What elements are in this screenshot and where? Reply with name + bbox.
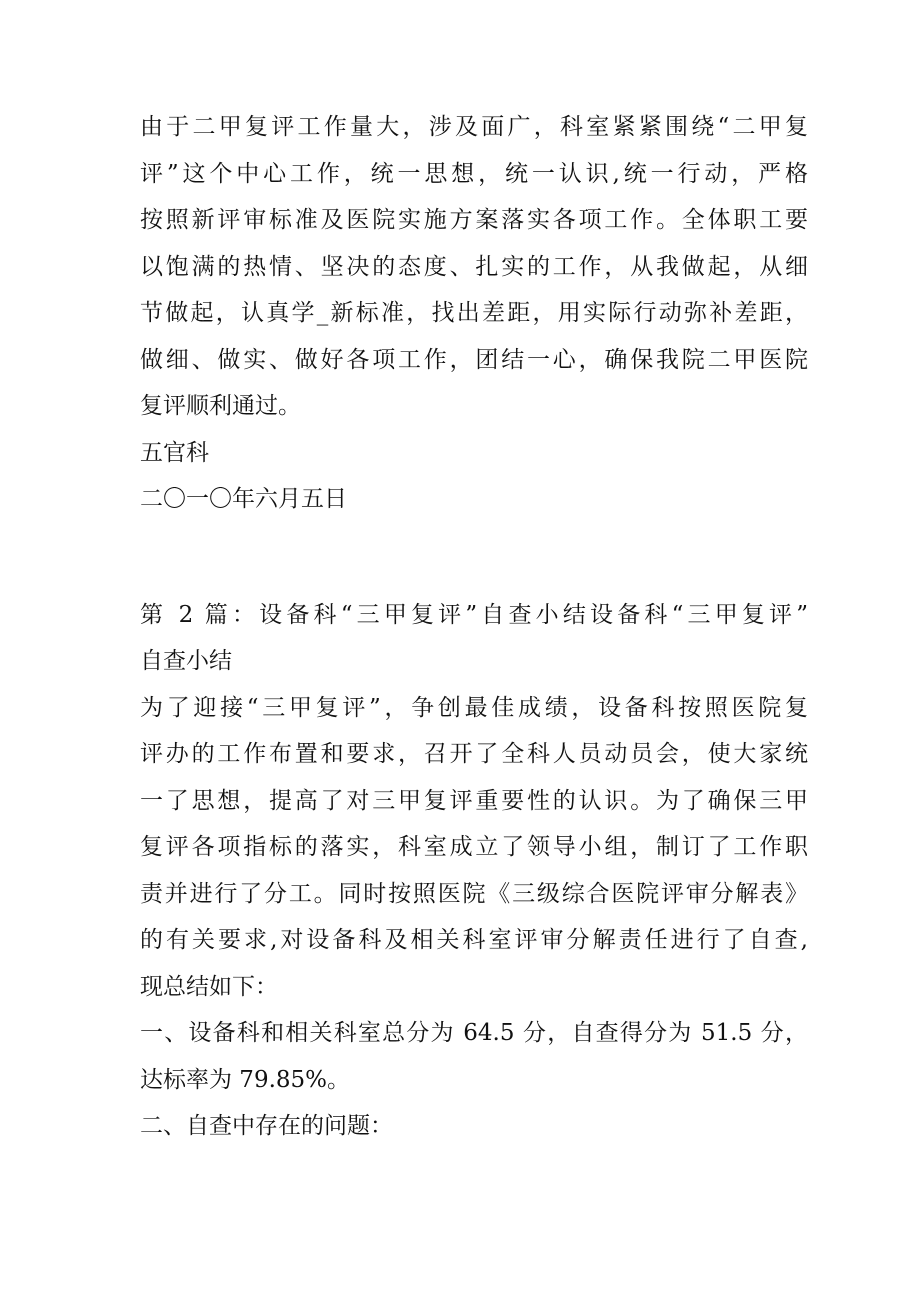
- text-line: 一了思想，提高了对三甲复评重要性的认识。为了确保三甲: [140, 787, 808, 814]
- signature-department: 五官科: [140, 439, 209, 466]
- text-line: 节做起，认真学_新标准，找出差距，用实际行动弥补差距，: [140, 300, 808, 326]
- text-line: 为了迎接“三甲复评”，争创最佳成绩，设备科按照医院复: [140, 694, 808, 721]
- text-line: 按照新评审标准及医院实施方案落实各项工作。全体职工要: [140, 207, 808, 233]
- section-2-item-2: 二、自查中存在的问题：: [140, 1113, 393, 1139]
- section-2-paragraph: [140, 685, 808, 1011]
- text-line: 一、设备科和相关科室总分为 64.5 分，自查得分为 51.5 分，: [140, 1020, 808, 1046]
- text-line: 由于二甲复评工作量大，涉及面广，科室紧紧围绕“二甲复: [140, 114, 808, 140]
- text-line: 以饱满的热情、坚决的态度、扎实的工作，从我做起，从细: [140, 253, 808, 280]
- signature-date: 二〇一〇年六月五日: [140, 486, 347, 512]
- text-line: 达标率为 79.85%。: [140, 1066, 351, 1093]
- text-line: 做细、做实、做好各项工作，团结一心，确保我院二甲医院: [140, 346, 808, 373]
- section-1-paragraph: [140, 104, 808, 430]
- text-line: 评办的工作布置和要求，召开了全科人员动员会，使大家统: [140, 741, 808, 767]
- document-page: [140, 104, 808, 1150]
- title-line: 第 2 篇：设备科“三甲复评”自查小结设备科“三甲复评”: [140, 601, 808, 628]
- text-line: 责并进行了分工。同时按照医院《三级综合医院评审分解表》: [140, 880, 808, 907]
- text-line: 的有关要求,对设备科及相关科室评审分解责任进行了自查,: [140, 927, 808, 953]
- text-line: 复评各项指标的落实，科室成立了领导小组，制订了工作职: [140, 834, 808, 860]
- text-line: 评”这个中心工作，统一思想，统一认识,统一行动，严格: [140, 160, 808, 187]
- section-2-item-1: [140, 1010, 808, 1103]
- text-line: 复评顺利通过。: [140, 393, 301, 419]
- text-line: 现总结如下：: [140, 973, 278, 1000]
- section-gap: [140, 523, 808, 592]
- title-line: 自查小结: [140, 648, 232, 674]
- section-2-title: [140, 592, 808, 685]
